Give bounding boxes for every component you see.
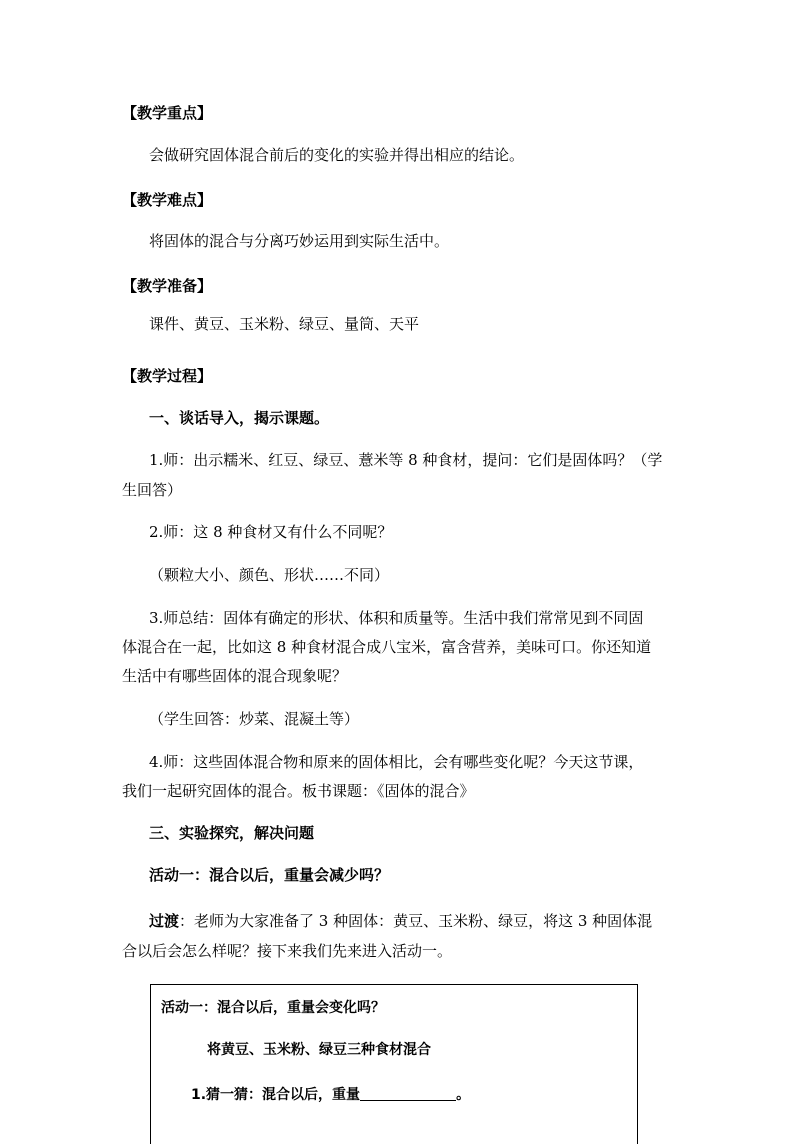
guess-blank[interactable] [360,1086,456,1101]
section3-title: 三、实验探究，解决问题 [149,824,315,842]
guess-suffix: 。 [456,1087,471,1103]
difficulties-text: 将固体的混合与分离巧妙运用到实际生活中。 [149,232,450,250]
paragraph3-line2: 体混合在一起，比如这 8 种食材混合成八宝米，富含营养，美味可口。你还知道 [122,638,652,656]
transition-line2: 合以后会怎么样呢？接下来我们先来进入活动一。 [122,942,453,960]
paragraph1-line2: 生回答） [122,481,183,499]
difficulties-heading: 【教学难点】 [122,191,213,209]
key-points-text: 会做研究固体混合前后的变化的实验并得出相应的结论。 [149,146,525,164]
preparation-heading: 【教学准备】 [122,277,213,295]
transition-line1 [149,911,652,931]
activity-box [150,984,638,1144]
paragraph1-line1: 1.师：出示糯米、红豆、绿豆、薏米等 8 种食材，提问：它们是固体吗？（学 [149,451,663,469]
transition-label: 过渡 [149,912,180,930]
section1-title: 一、谈话导入，揭示课题。 [149,409,330,427]
paragraph3-answer: （学生回答：炒菜、混凝土等） [149,710,360,728]
activity-box-instruction: 将黄豆、玉米粉、绿豆三种食材混合 [207,1042,431,1058]
paragraph2: 2.师：这 8 种食材又有什么不同呢？ [149,523,393,541]
paragraph4-line1: 4.师：这些固体混合物和原来的固体相比，会有哪些变化呢？今天这节课， [149,753,644,771]
paragraph3-line3: 生活中有哪些固体的混合现象呢？ [122,667,348,685]
activity-box-guess [191,1085,470,1105]
preparation-text: 课件、黄豆、玉米粉、绿豆、量筒、天平 [149,315,420,333]
key-points-heading: 【教学重点】 [122,104,213,122]
paragraph4-line2: 我们一起研究固体的混合。板书课题：《固体的混合》 [122,782,475,800]
transition-text: ：老师为大家准备了 3 种固体：黄豆、玉米粉、绿豆，将这 3 种固体混 [179,912,653,930]
process-heading: 【教学过程】 [122,367,213,385]
paragraph2-answer: （颗粒大小、颜色、形状……不同） [149,566,390,584]
guess-prefix: 1.猜一猜：混合以后，重量 [191,1087,361,1103]
activity-box-title: 活动一：混合以后，重量会变化吗？ [161,1000,385,1016]
paragraph3-line1: 3.师总结：固体有确定的形状、体积和质量等。生活中我们常常见到不同固 [149,609,644,627]
activity1-title: 活动一：混合以后，重量会减少吗？ [149,866,390,884]
